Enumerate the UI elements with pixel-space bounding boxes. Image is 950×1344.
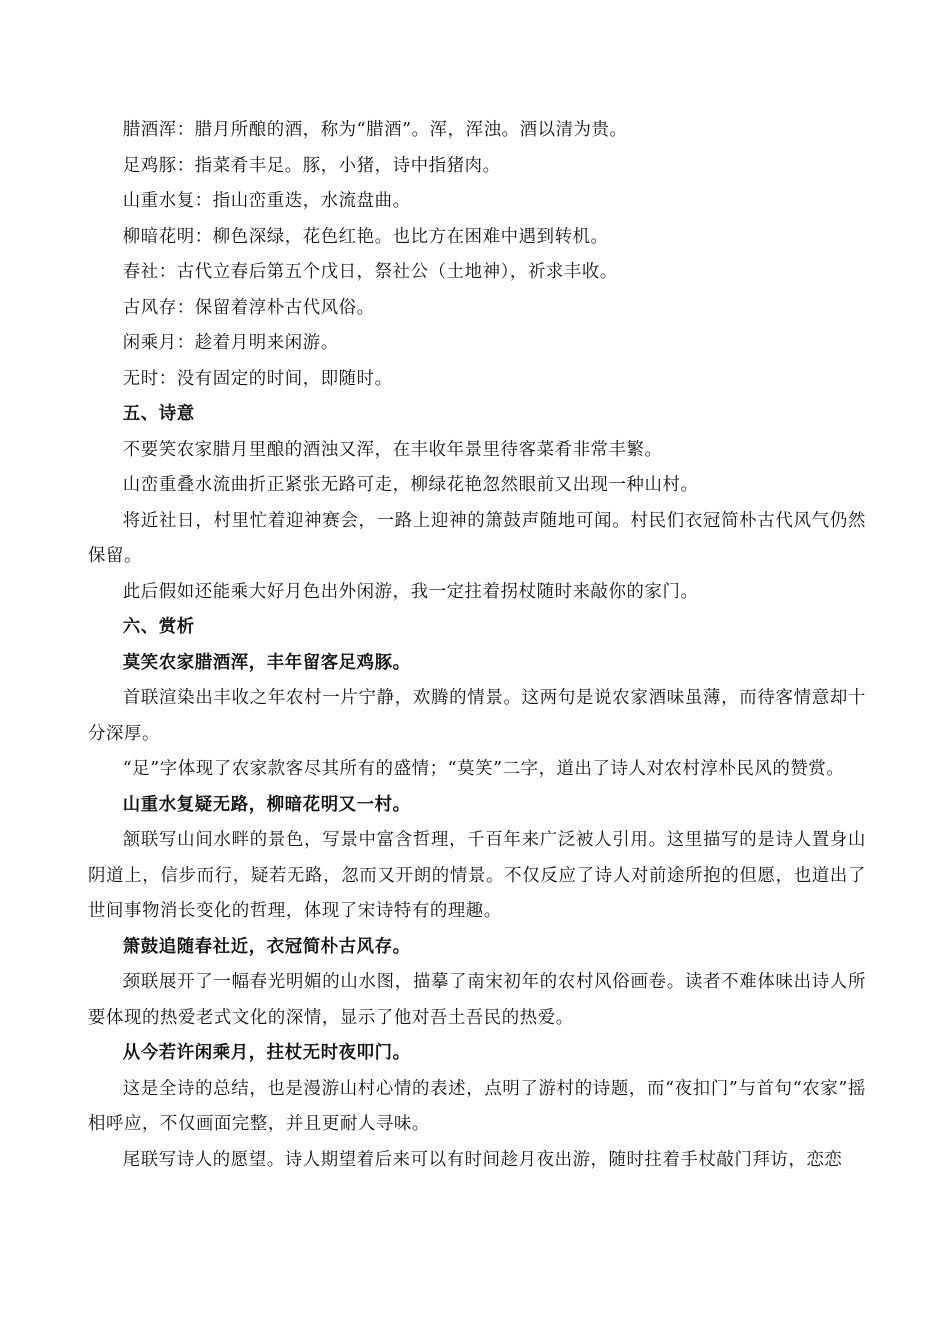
poem-meaning-paragraph: 不要笑农家腊月里酿的酒浊又浑，在丰收年景里待客菜肴非常丰繁。 [122, 439, 663, 460]
appreciation-paragraph: 首联渲染出丰收之年农村一片宁静，欢腾的情景。这两句是说农家酒味虽薄，而待客情意却十分深厚。 [88, 688, 866, 744]
document-body [88, 113, 866, 1178]
appreciation-paragraph: “足”字体现了农家款客尽其所有的盛情；“莫笑”二字，道出了诗人对农村淳朴民风的赞赏。 [122, 759, 845, 779]
section-heading-appreciation: 六、赏析 [122, 617, 195, 637]
poem-couplet: 从今若许闲乘月，拄杖无时夜叩门。 [122, 1043, 411, 1063]
definition-line: 山重水复：指山峦重迭，水流盘曲。 [122, 191, 411, 211]
definition-line: 无时：没有固定的时间，即随时。 [122, 368, 393, 389]
definition-line: 柳暗花明：柳色深绿，花色红艳。也比方在困难中遇到转机。 [122, 226, 609, 247]
definition-line: 足鸡豚：指菜肴丰足。豚，小猪，诗中指猪肉。 [122, 155, 501, 176]
poem-couplet: 莫笑农家腊酒浑，丰年留客足鸡豚。 [122, 652, 411, 673]
appreciation-paragraph: 尾联写诗人的愿望。诗人期望着后来可以有时间趁月夜出游，随时拄着手杖敲门拜访，恋恋 [122, 1149, 843, 1170]
section-heading-poem-meaning: 五、诗意 [122, 404, 195, 424]
poem-couplet: 箫鼓追随春社近，衣冠简朴古风存。 [122, 936, 411, 957]
definition-line: 闲乘月：趁着月明来闲游。 [122, 333, 339, 353]
appreciation-paragraph: 颈联展开了一幅春光明媚的山水图，描摹了南宋初年的农村风俗画卷。读者不难体味出诗人所要体现的热爱老式文化的深情，显示了他对吾土吾民的热爱。 [88, 972, 866, 1028]
definition-line: 腊酒浑：腊月所酿的酒，称为“腊酒”。浑，浑浊。酒以清为贵。 [122, 120, 628, 140]
poem-couplet: 山重水复疑无路，柳暗花明又一村。 [122, 794, 411, 815]
appreciation-paragraph: 这是全诗的总结，也是漫游山村心情的表述，点明了游村的诗题，而“夜扣门”与首句“农家”摇相呼应，不仅画面完整，并且更耐人寻味。 [88, 1078, 866, 1134]
poem-meaning-paragraph: 此后假如还能乘大好月色出外闲游，我一定拄着拐杖随时来敲你的家门。 [122, 581, 699, 602]
definition-line: 古风存：保留着淳朴古代风俗。 [122, 297, 375, 318]
definition-line: 春社：古代立春后第五个戊日，祭社公（土地神），祈求丰收。 [122, 262, 618, 282]
appreciation-paragraph: 颔联写山间水畔的景色，写景中富含哲理，千百年来广泛被人引用。这里描写的是诗人置身山阴道上，信步而行，疑若无路，忽而又开朗的情景。不仅反应了诗人对前途所抱的但愿，也道出了世间事物消长变化的哲理，体现了宋诗特有的理趣。 [88, 830, 866, 921]
poem-meaning-paragraph: 将近社日，村里忙着迎神赛会，一路上迎神的箫鼓声随地可闻。村民们衣冠简朴古代风气仍然保留。 [88, 510, 866, 566]
poem-meaning-paragraph: 山峦重叠水流曲折正紧张无路可走，柳绿花艳忽然眼前又出现一种山村。 [122, 475, 699, 495]
